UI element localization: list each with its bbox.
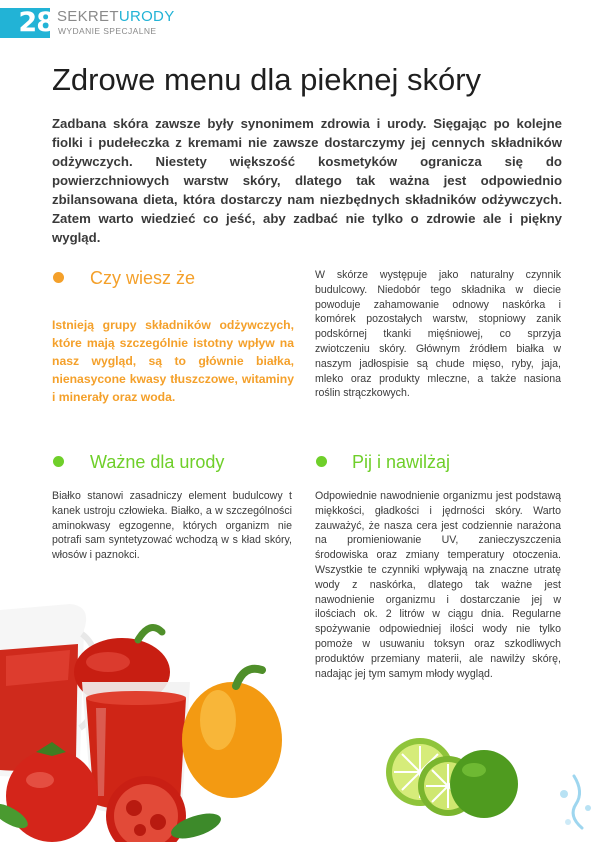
vegetables-juice-illustration (0, 590, 300, 842)
green-bullet-icon (316, 456, 327, 467)
brand-subtitle: WYDANIE SPECJALNE (58, 26, 157, 36)
section-heading-drink: Pij i nawilżaj (352, 452, 451, 472)
limes-illustration (380, 728, 520, 828)
whole-lime-icon (450, 750, 518, 818)
brand-name-part2: URODY (118, 8, 175, 25)
yellow-pepper-icon (182, 669, 282, 798)
water-splash-icon (554, 772, 596, 832)
drink-text: Odpowiednie nawodnienie organizmu jest podstawą miękkości, gładkości i jędrności skóry. Warto zauważyć, że nasza cera jest codziennie narażona na promieniowanie UV, zanieczyszczenia środowiska oraz zmiany temperatury otoczenia. Wszystkie te czynniki wpływają na znaczne utratę wody z naskórka, dlatego tak ważne jest nawodnienie organizmu i dostarczanie jej w ilościach ok. 2 litrów w ciągu dnia. Regularne spożywanie odpowiedniej ilości wody nie tylko pomoże w usuwaniu toksyn oraz szkodliwych produktów przemiany materii, ale nawilży skórę, nadając jej tym samym młody wygląd. (315, 490, 561, 680)
section-heading-did-you-know: Czy wiesz że (90, 268, 196, 288)
did-you-know-text: Istnieją grupy składników odżywczych, które mają szczególnie istotny wpływ na nasz wygląd, są to głównie białka, nienasycone kwasy tłuszczowe, witaminy i minerały oraz woda. (52, 318, 294, 404)
protein-paragraph: W skórze występuje jako naturalny czynnik budulcowy. Niedobór tego składnika w diecie powoduje zahamowanie odnowy naskórka i komórek pozostałych warstw, stopniowy zanik podskórnej tkanki mięśniowej, co sprzyja zwiotczeniu skóry. Głównym źródłem białka w naszym jadłospisie są chude mięso, ryby, jaja, mleko oraz produkty mleczne, a także nasiona roślin strączkowych. (315, 269, 561, 400)
section-heading-important: Ważne dla urody (90, 452, 225, 472)
orange-bullet-icon (53, 272, 64, 283)
green-bullet-icon (53, 456, 64, 467)
brand-name-part1: SEKRET (57, 8, 119, 25)
page-title: Zdrowe menu dla pieknej skóry (52, 62, 482, 97)
important-text: Białko stanowi zasadniczy element budulcowy t kanek ustroju człowieka. Białko, a w szczególności aminokwasy egzogenne, których organizm nie potrafi sam syntetyzować wchodzą w s kład skóry, włosów i paznokci. (52, 490, 292, 562)
page-number: 28 (18, 7, 54, 38)
lead-paragraph: Zadbana skóra zawsze były synonimem zdrowia i urody. Sięgając po kolejne fiolki i pudełeczka z kremami nie zawsze dostarczymy jej cennych składników odżywczych. Niestety większość kosmetyków ogranicza się do powierzchniowych warstw skóry, dlatego tak ważna jest odpowiednio zbilansowana dieta, która dostarczy nam niezbędnych składników odżywczych. Zatem warto wiedzieć co jeść, aby zadbać nie tylko o zdrowie ale i piękny wygląd. (52, 116, 562, 245)
magazine-brand (57, 9, 175, 25)
